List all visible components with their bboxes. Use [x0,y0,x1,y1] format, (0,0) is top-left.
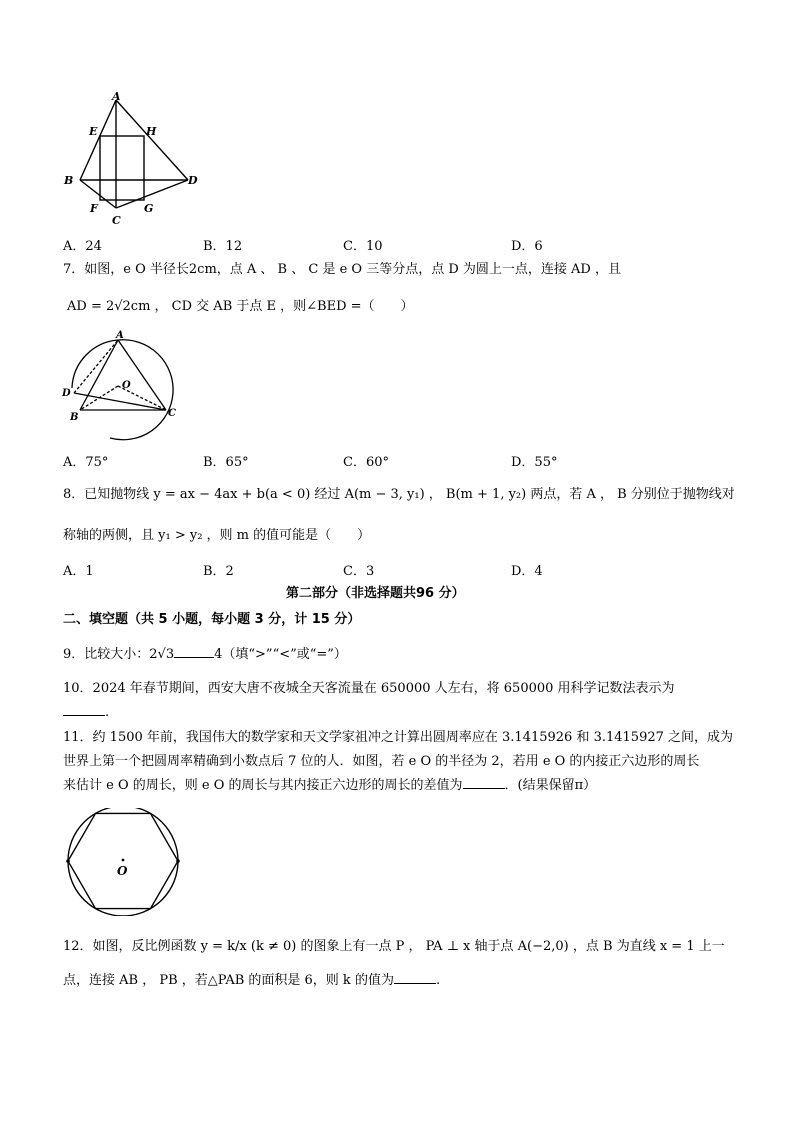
q12-line2 [63,974,440,987]
q6-option-a: A．24 [63,239,102,254]
q11-label-o: O [117,864,128,878]
q6-option-c: C．10 [343,239,383,254]
q11-line3-suffix: ．(结果保留π） [504,778,597,793]
q11-line2: 世界上第一个把圆周率精确到小数点后 7 位的人．如图，若 e O 的半径为 2，若用 e O 的内接正六边形的周长 [63,754,700,769]
q7-option-d: D．55° [511,455,558,470]
q10-line2 [63,706,109,719]
q11-blank[interactable] [463,788,505,789]
q10-line1: 10．2024 年春节期间，西安大唐不夜城全天客流量在 650000 人左右，将 650000 用科学记数法表示为 [63,681,675,696]
q9-text [63,648,347,661]
q7-figure [60,328,190,443]
q10-period: . [105,705,110,720]
q7-label-c: C [168,408,176,419]
q8-option-c: C．3 [343,564,375,579]
q12-blank[interactable] [394,983,436,984]
part2-title: 第二部分（非选择题共96 分） [286,586,465,601]
q12-line2-prefix: 点，连接 AB ， PB ，若△PAB 的面积是 6，则 k 的值为 [63,973,394,988]
q11-line1: 11．约 1500 年前，我国伟大的数学家和天文学家祖冲之计算出圆周率应在 3.1415926 和 3.1415927 之间，成为 [63,730,734,745]
q6-label-e: E [89,125,98,138]
q7-stem-line2: AD = 2√2cm ， CD 交 AB 于点 E ，则∠BED =（ ） [67,299,414,314]
q8-stem-line1: 8．已知抛物线 y = ax − 4ax + b(a < 0) 经过 A(m − 3, y₁) ， B(m + 1, y₂) 两点，若 A ， B 分别位于抛物线对 [63,487,735,502]
q8-option-a: A．1 [63,564,94,579]
q7-option-b: B．65° [203,455,249,470]
q7-option-c: C．60° [343,455,389,470]
q7-label-o: O [122,380,131,391]
q7-stem-line1: 7．如图，e O 半径长2cm，点 A 、 B 、 C 是 e O 三等分点，点 D 为圆上一点，连接 AD ，且 [63,262,621,277]
q7-label-a: A [116,330,124,341]
q6-label-c: C [112,214,121,227]
q6-label-d: D [188,174,198,187]
q9-prefix: 9．比较大小：2√3 [63,647,175,662]
q12-line2-suffix: . [435,973,441,988]
q7-label-b: B [70,412,79,423]
q11-line3 [63,779,596,792]
q6-label-f: F [90,202,98,215]
q6-label-g: G [144,202,154,215]
q9-suffix: 4（填“>”“<”或“=”） [214,647,347,662]
q6-option-b: B．12 [203,239,243,254]
q6-option-d: D．6 [511,239,543,254]
q7-label-d: D [62,388,71,399]
q11-hexagon-figure [62,808,184,916]
q9-blank[interactable] [174,657,214,658]
q10-blank[interactable] [63,715,105,716]
section2-title: 二、填空题（共 5 小题，每小题 3 分，计 15 分） [63,612,361,627]
q6-figure [60,88,210,228]
q6-label-h: H [146,125,157,138]
q8-option-d: D．4 [511,564,543,579]
q8-stem-line2: 称轴的两侧，且 y₁ > y₂ ，则 m 的值可能是（ ） [63,528,371,543]
q11-line3-prefix: 来估计 e O 的周长，则 e O 的周长与其内接正六边形的周长的差值为 [63,778,463,793]
q12-line1: 12．如图，反比例函数 y = k/x (k ≠ 0) 的图象上有一点 P ， PA ⊥ x 轴于点 A(−2,0) ，点 B 为直线 x = 1 上一 [63,939,725,954]
q6-label-b: B [64,174,74,187]
q6-label-a: A [112,90,121,103]
q8-option-b: B．2 [203,564,234,579]
q7-option-a: A．75° [63,455,109,470]
